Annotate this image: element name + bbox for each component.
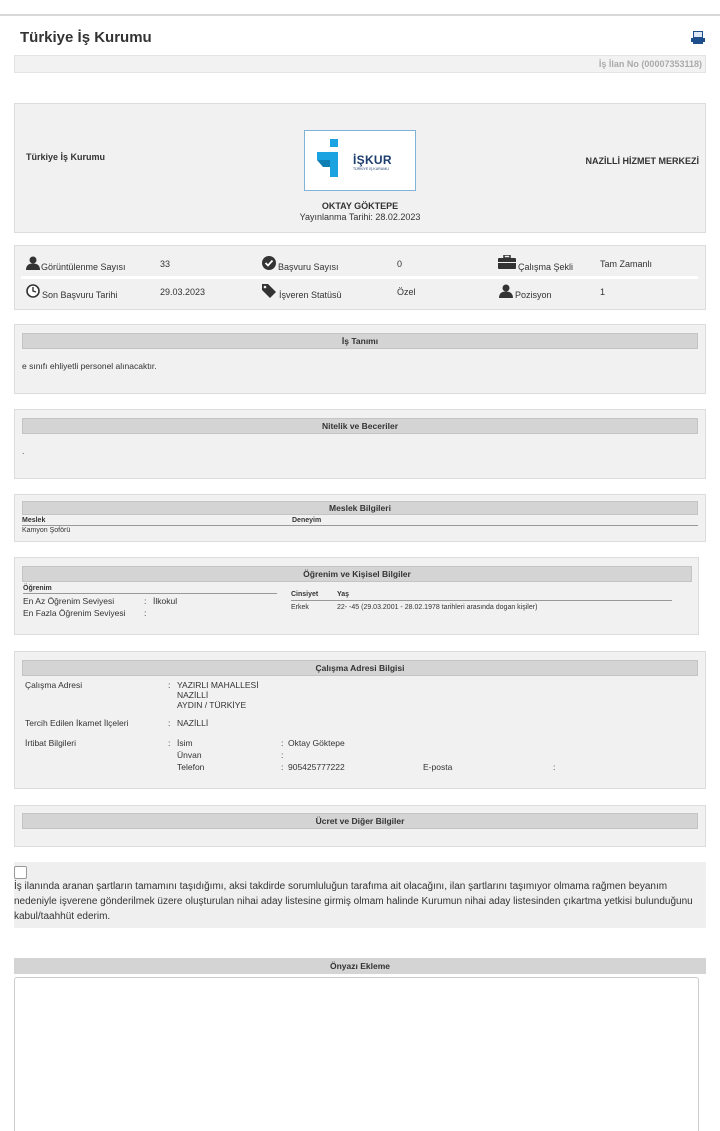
contact-name-label: İsim: [177, 738, 193, 748]
deadline-value: 29.03.2023: [160, 287, 206, 297]
declaration-checkbox[interactable]: [14, 866, 27, 879]
declaration-text: İş ilanında aranan şartların tamamını taşıdığımı, aksi takdirde sorumluluğun tarafıma ait olacağını, ilan şartlarını taşımıyor olmama rağmen beyanım nedeniyle işverene gönderilmek üzere oluşturulan nihai aday listesine girmiş olmam halinde Kurumun nihai aday listesinden çıkartma yetkisi bulunduğunu kabul/taahhüt ederim.: [14, 881, 693, 922]
briefcase-icon: [498, 255, 516, 269]
education-header: Öğrenim ve Kişisel Bilgiler: [22, 566, 692, 582]
clock-icon: [26, 284, 40, 298]
employer-panel: [14, 103, 706, 233]
logo-text: İŞKUR: [353, 153, 392, 167]
profession-header: Meslek Bilgileri: [22, 501, 698, 515]
position-value: 1: [600, 287, 606, 297]
position-label: Pozisyon: [515, 290, 552, 300]
education-subheader: Öğrenim: [23, 585, 52, 592]
work-address-line1: YAZIRLI MAHALLESİ: [177, 680, 259, 690]
address-header: Çalışma Adresi Bilgisi: [22, 660, 698, 676]
profession-value: Kamyon Şoförü: [22, 527, 71, 534]
views-label: Görüntülenme Sayısı: [41, 262, 126, 272]
cover-letter-textarea[interactable]: [14, 977, 699, 1131]
ilan-no: İş İlan No (00007353118): [598, 59, 702, 69]
publish-date: Yayınlanma Tarihi: 28.02.2023: [299, 212, 421, 222]
age-header: Yaş: [337, 591, 350, 598]
profession-divider: [22, 525, 698, 526]
check-circle-icon: [262, 256, 276, 270]
print-icon[interactable]: [690, 30, 706, 44]
contact-title-label: Ünvan: [177, 750, 202, 760]
job-description-header: İş Tanımı: [22, 333, 698, 349]
salary-header: Ücret ve Diğer Bilgiler: [22, 813, 698, 829]
address-panel: Çalışma Adresi Bilgisi Çalışma Adresi : YAZIRLI MAHALLESİ NAZİLLİ AYDIN / TÜRKİYE Tercih Edilen İkamet İlçeleri : NAZİLLİ İrtibat Bilgileri : İsim : Oktay Göktepe Ünvan : Telefon : 905425777222 E-posta :: [14, 651, 706, 789]
preferred-districts-label: Tercih Edilen İkamet İlçeleri: [25, 718, 129, 728]
contact-info-label: İrtibat Bilgileri: [25, 738, 77, 748]
max-education-label: En Fazla Öğrenim Seviyesi: [23, 608, 126, 618]
work-address-line2: NAZİLLİ: [177, 690, 209, 700]
service-center: NAZİLLİ HİZMET MERKEZİ: [585, 156, 699, 166]
gender-value: Erkek: [291, 604, 309, 611]
user-icon: [499, 284, 513, 298]
iskur-logo: [304, 130, 416, 191]
profession-col-header: Meslek: [22, 517, 46, 524]
employer-status-value: Özel: [397, 287, 416, 297]
phone-label: Telefon: [177, 762, 205, 772]
work-address-label: Çalışma Adresi: [25, 680, 83, 690]
employer-name: Türkiye İş Kurumu: [26, 152, 106, 162]
iskur-logo-icon: [315, 139, 349, 183]
work-type-label: Çalışma Şekli: [518, 262, 574, 272]
min-education-value: İlkokul: [153, 596, 178, 606]
tag-icon: [262, 284, 276, 298]
logo-subtext: TÜRKİYE İŞ KURUMU: [353, 167, 389, 171]
applications-value: 0: [397, 259, 403, 269]
contact-name: OKTAY GÖKTEPE: [321, 201, 399, 211]
stats-panel: [14, 245, 706, 310]
user-icon: [26, 256, 40, 270]
stats-divider: [21, 276, 698, 279]
experience-col-header: Deneyim: [292, 517, 322, 524]
profession-panel: [14, 494, 706, 542]
work-address-line3: AYDIN / TÜRKİYE: [177, 700, 247, 710]
job-description-text: e sınıfı ehliyetli personel alınacaktır.: [22, 361, 157, 371]
contact-name-value: Oktay Göktepe: [288, 738, 345, 748]
top-divider: [0, 14, 720, 16]
page-title: Türkiye İş Kurumu: [20, 29, 152, 46]
views-value: 33: [160, 259, 171, 269]
phone-value: 905425777222: [288, 762, 345, 772]
deadline-label: Son Başvuru Tarihi: [42, 290, 118, 300]
applications-label: Başvuru Sayısı: [278, 262, 339, 272]
skills-panel: [14, 409, 706, 479]
employer-status-label: İşveren Statüsü: [279, 290, 342, 300]
gender-header: Cinsiyet: [291, 591, 319, 598]
salary-panel: [14, 805, 706, 847]
skills-text: .: [22, 446, 25, 456]
personal-divider: [291, 600, 672, 601]
job-description-panel: [14, 324, 706, 394]
ilan-no-bar: [14, 55, 706, 73]
age-value: 22- -45 (29.03.2001 - 28.02.1978 tarihleri arasında dogan kişiler): [337, 604, 538, 611]
preferred-districts-value: NAZİLLİ: [177, 718, 209, 728]
education-panel: Öğrenim ve Kişisel Bilgiler Öğrenim En Az Öğrenim Seviyesi : İlkokul En Fazla Öğrenim Seviyesi : Cinsiyet Yaş Erkek 22- -45 (29.03.2001 - 28.02.1978 tarihleri arasında dogan kişiler): [14, 557, 699, 635]
work-type-value: Tam Zamanlı: [600, 259, 653, 269]
email-label: E-posta: [423, 762, 453, 772]
min-education-label: En Az Öğrenim Seviyesi: [23, 596, 115, 606]
skills-header: Nitelik ve Beceriler: [22, 418, 698, 434]
education-divider: [23, 593, 277, 594]
cover-letter-header: Önyazı Ekleme: [14, 958, 706, 974]
